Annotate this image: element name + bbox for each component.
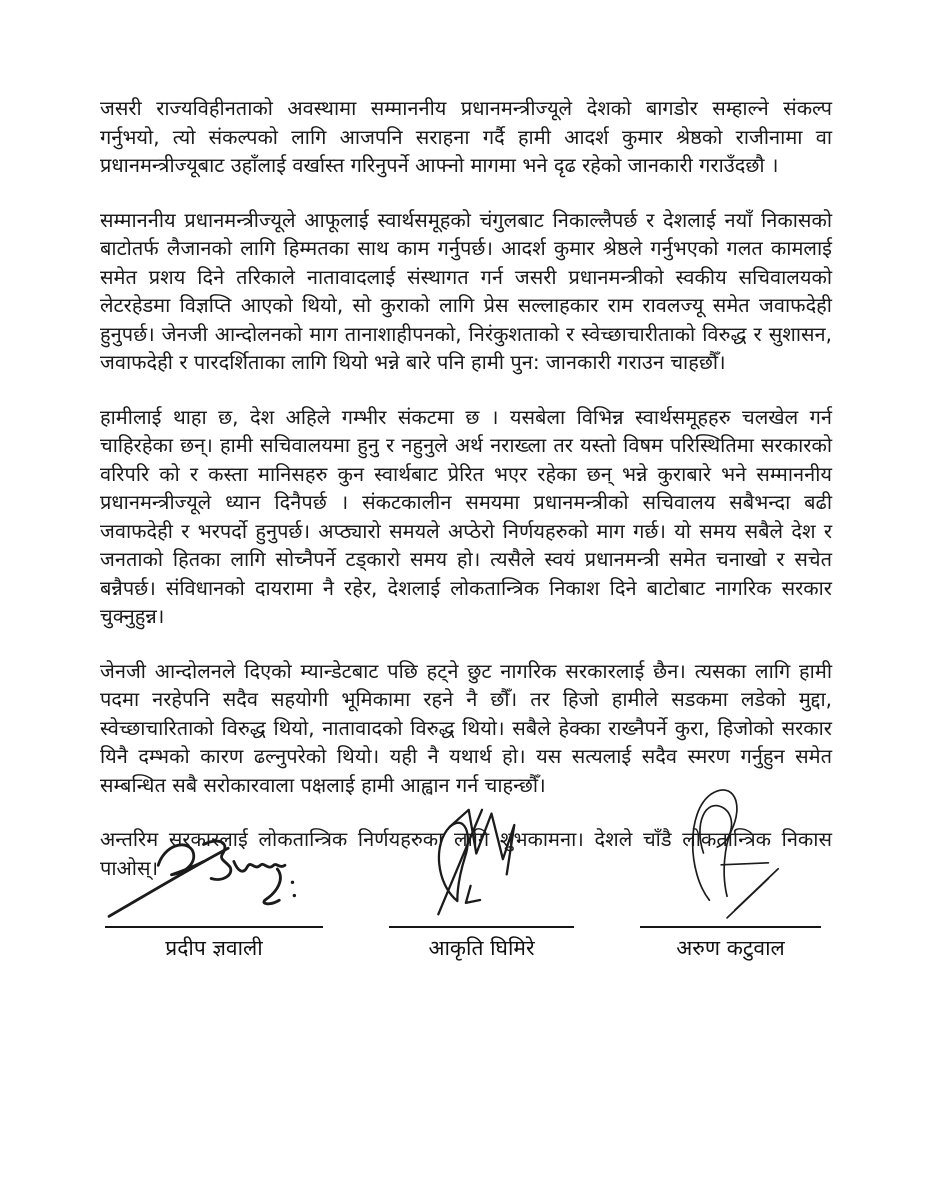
signatory-3 [640,770,821,962]
signatory-name-1: प्रदीप ज्ञवाली [165,936,263,960]
paragraph-2: सम्माननीय प्रधानमन्त्रीज्यूले आफूलाई स्वार्थसमूहको चंगुलबाट निकाल्लैपर्छ र देशलाई नयाँ निकासको बाटोतर्फ लैजानको लागि हिम्मतका साथ काम गर्नुपर्छ। आदर्श कुमार श्रेष्ठले गर्नुभएको गलत कामलाई समेत प्रशय दिने तरिकाले नातावादलाई संस्थागत गर्न जसरी प्रधानमन्त्रीको स्वकीय सचिवालयको लेटरहेडमा विज्ञप्ति आएको थियो, सो कुराको लागि प्रेस सल्लाहकार राम रावलज्यू समेत जवाफदेही हुनुपर्छ। जेनजी आन्दोलनको माग तानाशाहीपनको, निरंकुशताको र स्वेच्छाचारीताको विरुद्ध र सुशासन, जवाफदेही र पारदर्शिताका लागि थियो भन्ने बारे पनि हामी पुन: जानकारी गराउन चाहछौँ। [100,207,832,374]
signatory-2 [389,770,574,962]
signature-1-handwriting-icon [105,770,323,922]
signature-2-handwriting-icon [389,770,574,922]
signatory-1 [105,770,323,962]
signatory-name-2: आकृति घिमिरे [428,936,535,960]
paragraph-3: हामीलाई थाहा छ, देश अहिले गम्भीर संकटमा छ । यसबेला विभिन्न स्वार्थसमूहहरु चलखेल गर्न चाहिरहेका छन्। हामी सचिवालयमा हुनु र नहुनुले अर्थ नराख्ला तर यस्तो विषम परिस्थितिमा सरकारको वरिपरि को र कस्ता मानिसहरु कुन स्वार्थबाट प्रेरित भएर रहेका छन् भन्ने कुराबारे भने सम्माननीय प्रधानमन्त्रीज्यूले ध्यान दिनैपर्छ । संकटकालीन समयमा प्रधानमन्त्रीको सचिवालय सबैभन्दा बढी जवाफदेही र भरपर्दो हुनुपर्छ। अप्ठ्यारो समयले अप्ठेरो निर्णयहरुको माग गर्छ। यो समय सबैले देश र जनताको हितका लागि सोच्नैपर्ने टड्कारो समय हो। त्यसैले स्वयं प्रधानमन्त्री समेत चनाखो र सचेत बन्नैपर्छ। संविधानको दायरामा नै रहेर, देशलाई लोकतान्त्रिक निकाश दिने बाटोबाट नागरिक सरकार चुक्नुहुन्न। [100,404,832,628]
signature-3-handwriting-icon [640,770,821,922]
paragraph-4: जेनजी आन्दोलनले दिएको म्यान्डेटबाट पछि हट्ने छुट नागरिक सरकारलाई छैन। त्यसका लागि हामी पदमा नरहेपनि सदैव सहयोगी भूमिकामा रहने नै छौँ। तर हिजो हामीले सडकमा लडेको मुद्दा, स्वेच्छाचारिताको विरुद्ध थियो, नातावादको विरुद्ध थियो। सबैले हेक्का राख्नैपर्ने कुरा, हिजोको सरकार यिनै दम्भको कारण ढल्नुपरेको थियो। यही नै यथार्थ हो। यस सत्यलाई सदैव स्मरण गर्नुहुन समेत सम्बन्धित सबै सरोकारवाला पक्षलाई हामी आह्वान गर्न चाहन्छौँ। [100,658,832,797]
signatory-name-3: अरुण कटुवाल [676,936,785,960]
paragraph-5: अन्तरिम सरकारलाई लोकतान्त्रिक निर्णयहरुका लागि शुभकामना। देशले चाँडै लोकतान्त्रिक निकास पाओस्। [100,827,832,880]
signature-block [105,770,821,962]
paragraph-1: जसरी राज्यविहीनताको अवस्थामा सम्माननीय प्रधानमन्त्रीज्यूले देशको बागडोर सम्हाल्ने संकल्प गर्नुभयो, त्यो संकल्पको लागि आजपनि सराहना गर्दै हामी आदर्श कुमार श्रेष्ठको राजीनामा वा प्रधानमन्त्रीज्यूबाट उहाँलाई वर्खास्त गरिनुपर्ने आफ्नो मागमा भने दृढ रहेको जानकारी गराउँदछौ । [100,96,832,177]
